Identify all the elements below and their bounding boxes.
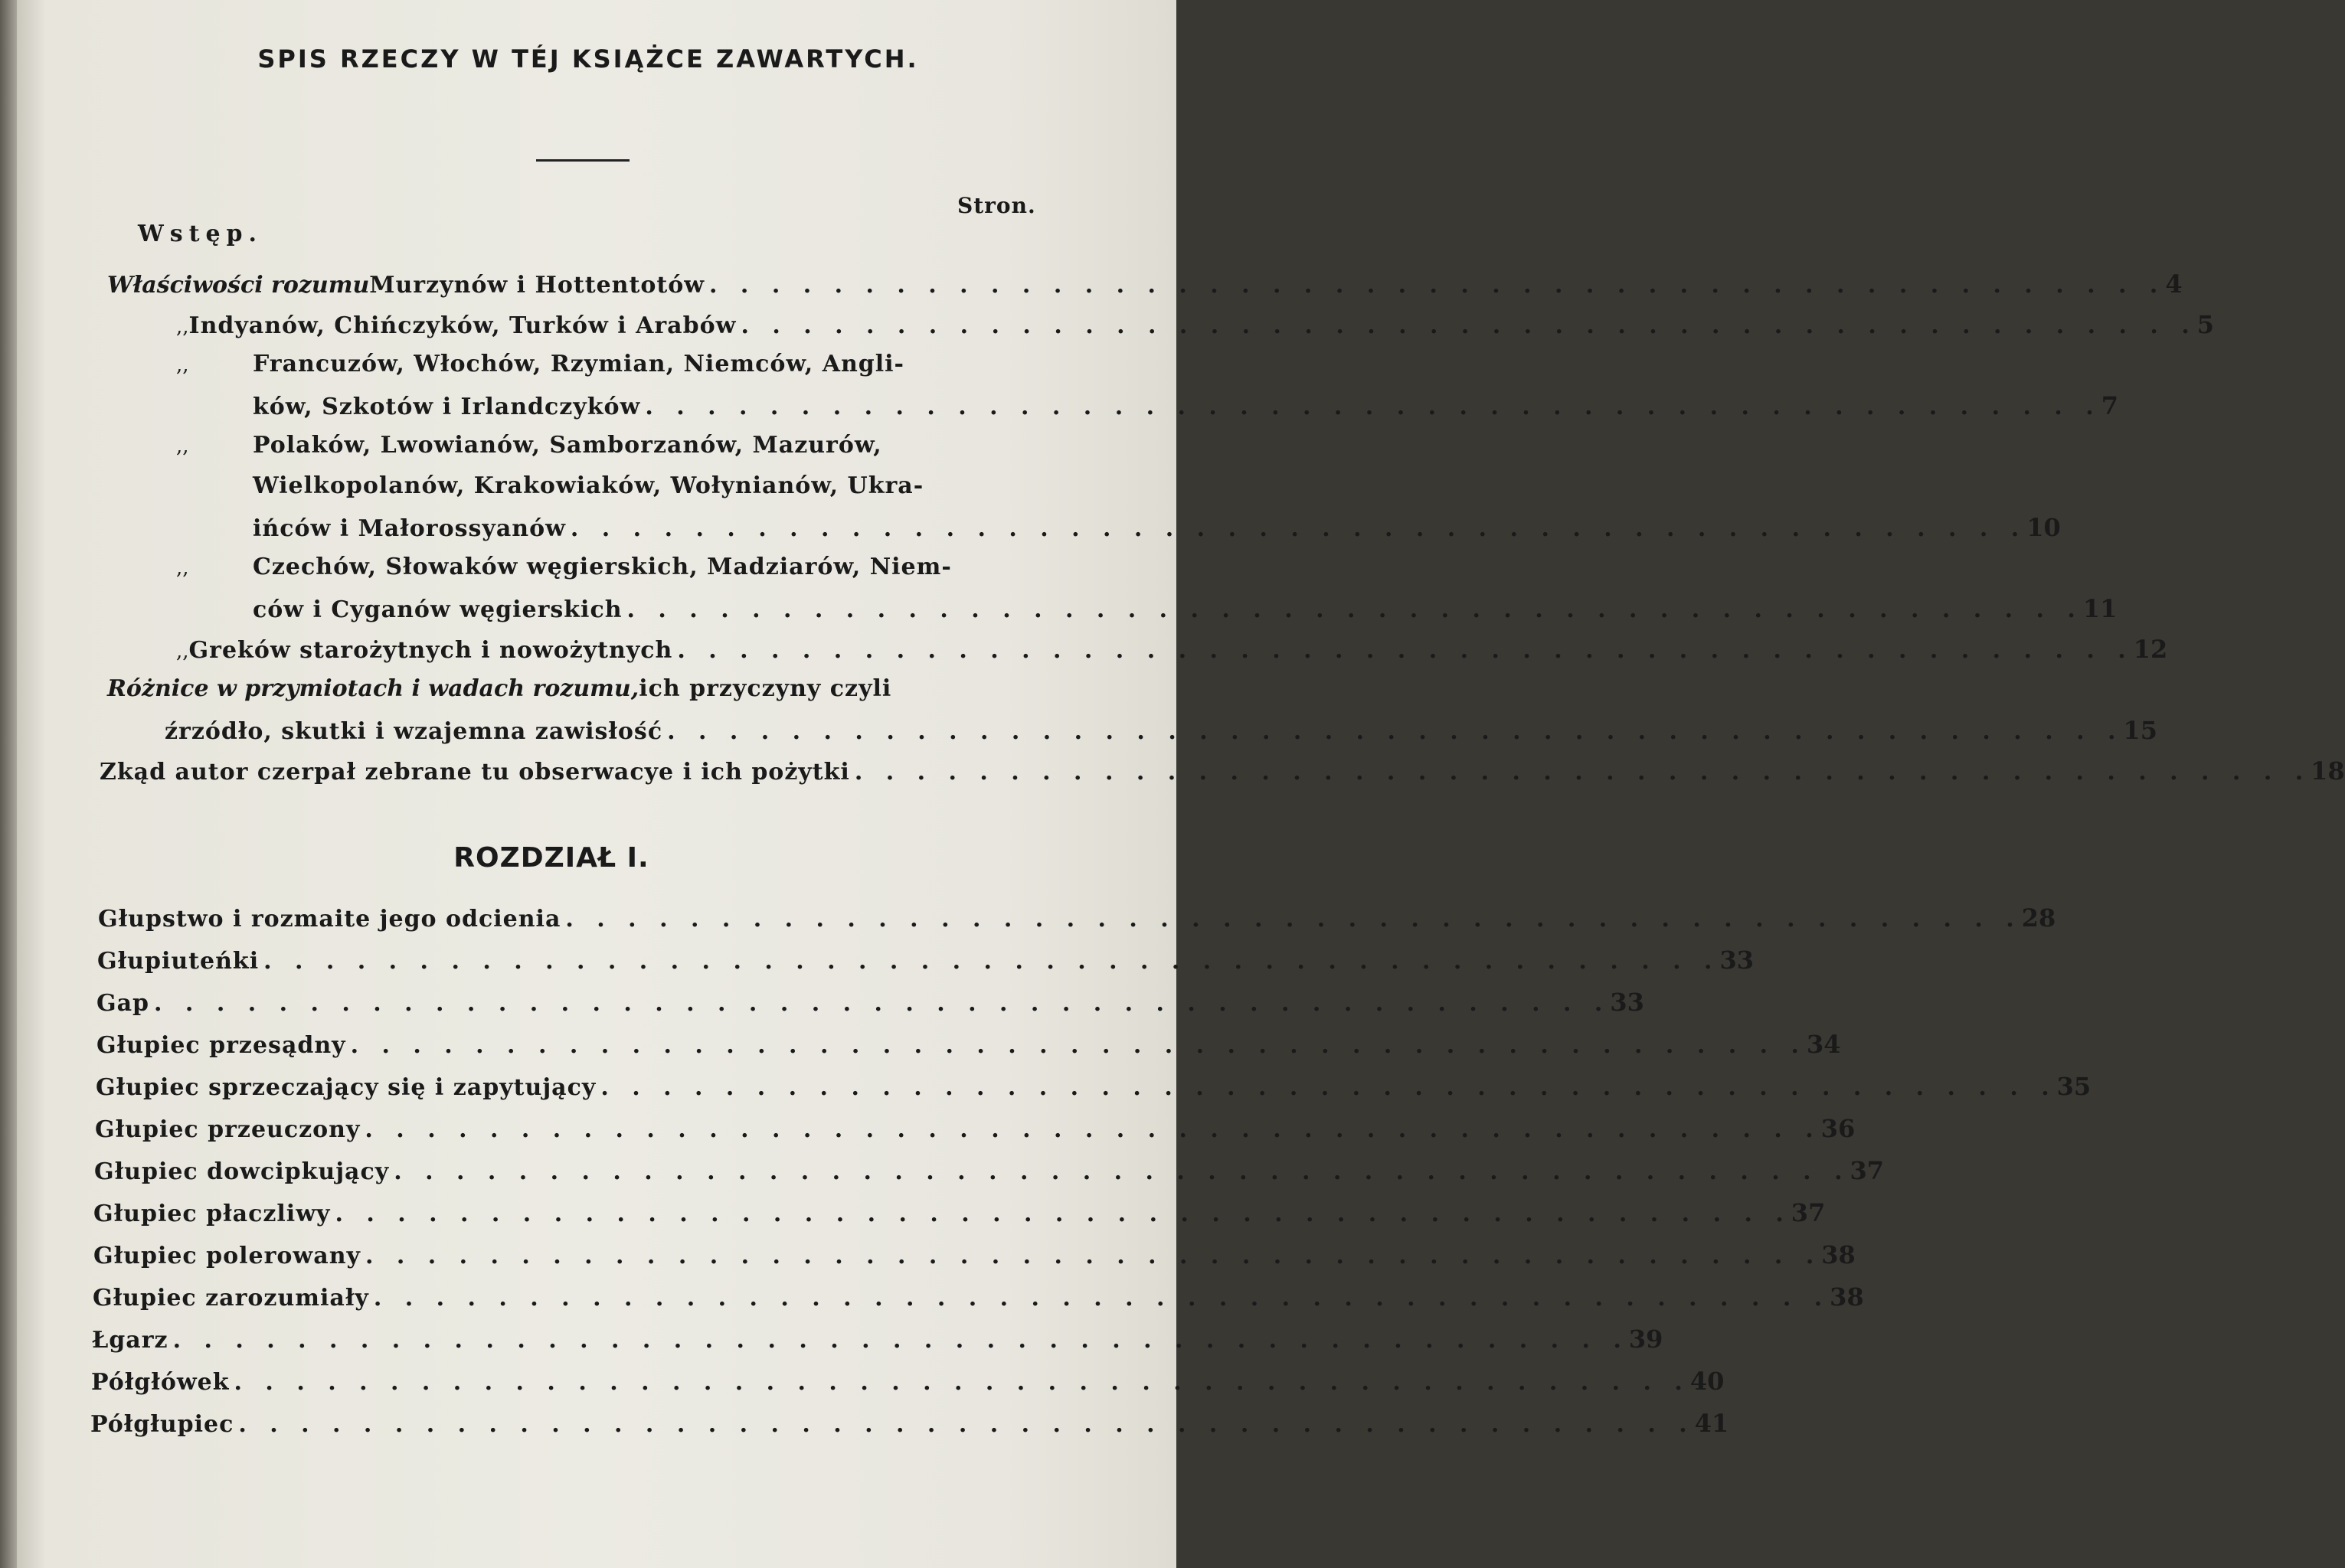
dot-leader: . . . . . . . . . . . . . . . . . . . . . . . . . . . . . . . . . . . . . . . . . . . . . . . — [373, 1285, 1830, 1312]
chapter-entry-page-number: 35 — [2056, 1072, 2092, 1101]
intro-label: Wstęp. — [138, 220, 263, 247]
toc-entry-row — [253, 472, 1049, 512]
chapter-entry-text: Łgarz — [92, 1327, 168, 1354]
dot-leader: . . . . . . . . . . . . . . . . . . . . . . . . . . . . . . . . . . . . . . . . . . . . . . . — [600, 1074, 2057, 1101]
chapter-entry-page-number: 37 — [1791, 1198, 1826, 1227]
dot-leader: . . . . . . . . . . . . . . . . . . . . . . . . . . . . . . . . . . . . . . . . . . . . . . . — [854, 759, 2311, 786]
toc-entry-text: Francuzów, Włochów, Rzymian, Niemców, Angli- — [253, 351, 904, 377]
chapter-entry-text: Głupiec dowcipkujący — [94, 1158, 390, 1185]
chapter-entry-text: Głupiec zarozumiały — [93, 1285, 369, 1312]
toc-entry-row — [176, 635, 2168, 675]
dot-leader: . . . . . . . . . . . . . . . . . . . . . . . . . . . . . . . . . . . . . . . . . . . . . . . — [570, 515, 2027, 542]
toc-entry-text: ińców i Małorossyanów — [253, 515, 566, 542]
toc-entry-row — [253, 391, 2118, 431]
chapter-entry-page-number: 33 — [1610, 988, 1644, 1017]
chapter-entry-text: Głupiuteńki — [97, 948, 260, 975]
chapter-entry-row — [98, 903, 2056, 943]
toc-entry-text: Czechów, Słowaków węgierskich, Madziarów, Niem- — [253, 554, 952, 580]
ditto-mark: ,, — [176, 435, 189, 458]
toc-entry-page-number: 7 — [2101, 391, 2118, 420]
chapter-entry-text: Półgłupiec — [90, 1411, 234, 1438]
chapter-entry-page-number: 39 — [1628, 1325, 1663, 1354]
chapter-entry-page-number: 36 — [1820, 1114, 1856, 1143]
chapter-entry-row — [94, 1156, 1885, 1196]
chapter-entry-text: Głupiec polerowany — [93, 1243, 361, 1269]
dot-leader: . . . . . . . . . . . . . . . . . . . . . . . . . . . . . . . . . . . . . . . . . . . . . . . — [365, 1116, 1821, 1143]
toc-entry-row — [165, 716, 2157, 756]
title-rule — [536, 159, 630, 162]
dot-leader: . . . . . . . . . . . . . . . . . . . . . . . . . . . . . . . . . . . . . . . . . . . . . . . — [741, 312, 2197, 339]
chapter-heading: ROZDZIAŁ I. — [453, 842, 649, 874]
page-title: SPIS RZECZY W TÉJ KSIĄŻCE ZAWARTYCH. — [257, 44, 919, 74]
toc-entry-text: Wielkopolanów, Krakowiaków, Wołynianów, Ukra- — [253, 472, 924, 499]
toc-entry-row — [253, 594, 2118, 634]
toc-entry-text: Murzynów i Hottentotów — [369, 272, 705, 299]
chapter-entry-page-number: 37 — [1850, 1156, 1885, 1185]
dot-leader: . . . . . . . . . . . . . . . . . . . . . . . . . . . . . . . . . . . . . . . . . . . . . . . — [645, 394, 2101, 420]
chapter-entry-page-number: 38 — [1821, 1240, 1856, 1269]
chapter-entry-page-number: 34 — [1806, 1030, 1841, 1059]
toc-entry-page-number: 18 — [2311, 756, 2345, 786]
chapter-entry-row — [93, 1240, 1856, 1280]
toc-entry-page-number: 15 — [2123, 716, 2157, 745]
toc-entry-row — [253, 513, 2061, 553]
dot-leader: . . . . . . . . . . . . . . . . . . . . . . . . . . . . . . . . . . . . . . . . . . . . . . . — [154, 990, 1611, 1017]
chapter-entry-page-number: 33 — [1719, 946, 1754, 975]
chapter-entry-row — [93, 1198, 1826, 1238]
dot-leader: . . . . . . . . . . . . . . . . . . . . . . . . . . . . . . . . . . . . . . . . . . . . . . . — [365, 1243, 1822, 1269]
chapter-entry-row — [93, 1282, 1864, 1322]
chapter-entry-text: Głupstwo i rozmaite jego odcienia — [98, 906, 561, 933]
chapter-entry-text: Głupiec przeuczony — [95, 1116, 361, 1143]
chapter-entry-row — [97, 946, 1754, 985]
toc-entry-page-number: 12 — [2133, 635, 2168, 664]
dot-leader: . . . . . . . . . . . . . . . . . . . . . . . . . . . . . . . . . . . . . . . . . . . . . . . — [394, 1158, 1850, 1185]
chapter-entry-text: Gap — [96, 990, 150, 1017]
toc-entry-text: źrzódło, skutki i wzajemna zawisłość — [165, 718, 663, 745]
column-header-pages: Stron. — [957, 193, 1036, 218]
ditto-mark: ,, — [176, 354, 189, 377]
toc-entry-text: ich przyczyny czyli — [639, 675, 892, 702]
toc-entry-text: ków, Szkotów i Irlandczyków — [253, 394, 641, 420]
dot-leader: . . . . . . . . . . . . . . . . . . . . . . . . . . . . . . . . . . . . . . . . . . . . . . . — [238, 1411, 1695, 1438]
ditto-mark: ,, — [176, 315, 189, 338]
toc-entry-text: Greków starożytnych i nowożytnych — [188, 637, 673, 664]
chapter-entry-row — [90, 1409, 1729, 1449]
chapter-entry-row — [95, 1114, 1856, 1154]
toc-entry-row — [176, 310, 2215, 350]
toc-entry-page-number: 5 — [2196, 310, 2215, 339]
toc-entry-row — [176, 432, 1049, 472]
dot-leader: . . . . . . . . . . . . . . . . . . . . . . . . . . . . . . . . . . . . . . . . . . . . . . . — [565, 906, 2022, 933]
dot-leader: . . . . . . . . . . . . . . . . . . . . . . . . . . . . . . . . . . . . . . . . . . . . . . . — [626, 596, 2083, 623]
chapter-entry-page-number: 28 — [2021, 903, 2056, 933]
dot-leader: . . . . . . . . . . . . . . . . . . . . . . . . . . . . . . . . . . . . . . . . . . . . . . . — [234, 1369, 1690, 1396]
chapter-entry-text: Półgłówek — [91, 1369, 230, 1396]
chapter-entry-text: Głupiec sprzeczający się i zapytujący — [96, 1074, 597, 1101]
chapter-entry-page-number: 38 — [1830, 1282, 1864, 1312]
toc-entry-row — [176, 351, 1049, 390]
ditto-mark: ,, — [176, 640, 189, 663]
chapter-entry-text: Głupiec przesądny — [96, 1032, 346, 1059]
dot-leader: . . . . . . . . . . . . . . . . . . . . . . . . . . . . . . . . . . . . . . . . . . . . . . . — [350, 1032, 1807, 1059]
toc-entry-italic-text: Różnice w przymiotach i wadach rozumu, — [107, 675, 639, 702]
dot-leader: . . . . . . . . . . . . . . . . . . . . . . . . . . . . . . . . . . . . . . . . . . . . . . . — [172, 1327, 1629, 1354]
toc-entry-row — [100, 756, 2345, 796]
toc-entry-italic-text: Właściwości rozumu — [107, 272, 370, 299]
dot-leader: . . . . . . . . . . . . . . . . . . . . . . . . . . . . . . . . . . . . . . . . . . . . . . . — [667, 718, 2124, 745]
dot-leader: . . . . . . . . . . . . . . . . . . . . . . . . . . . . . . . . . . . . . . . . . . . . . . . — [677, 637, 2134, 664]
chapter-entry-row — [96, 1072, 2092, 1112]
toc-entry-page-number: 4 — [2165, 270, 2183, 299]
toc-entry-text: ców i Cyganów węgierskich — [253, 596, 623, 623]
chapter-entry-row — [96, 1030, 1841, 1070]
ditto-mark: ,, — [176, 557, 189, 580]
toc-entry-row — [107, 675, 1049, 715]
dot-leader: . . . . . . . . . . . . . . . . . . . . . . . . . . . . . . . . . . . . . . . . . . . . . . . — [335, 1200, 1791, 1227]
dot-leader: . . . . . . . . . . . . . . . . . . . . . . . . . . . . . . . . . . . . . . . . . . . . . . . — [709, 272, 2166, 299]
toc-entry-page-number: 10 — [2026, 513, 2061, 542]
chapter-entry-text: Głupiec płaczliwy — [93, 1200, 331, 1227]
chapter-entry-page-number: 41 — [1694, 1409, 1729, 1438]
chapter-entry-page-number: 40 — [1689, 1367, 1725, 1396]
toc-entry-text: Zkąd autor czerpał zebrane tu obserwacye i ich pożytki — [100, 759, 850, 786]
toc-entry-text: Indyanów, Chińczyków, Turków i Arabów — [188, 312, 737, 339]
chapter-entry-row — [92, 1325, 1663, 1364]
chapter-entry-row — [96, 988, 1644, 1027]
toc-entry-text: Polaków, Lwowianów, Samborzanów, Mazurów, — [253, 432, 882, 459]
toc-entry-page-number: 11 — [2082, 594, 2118, 623]
dot-leader: . . . . . . . . . . . . . . . . . . . . . . . . . . . . . . . . . . . . . . . . . . . . . . . — [263, 948, 1720, 975]
chapter-entry-row — [91, 1367, 1725, 1406]
toc-entry-row — [107, 270, 2183, 309]
toc-entry-row — [176, 554, 1049, 593]
